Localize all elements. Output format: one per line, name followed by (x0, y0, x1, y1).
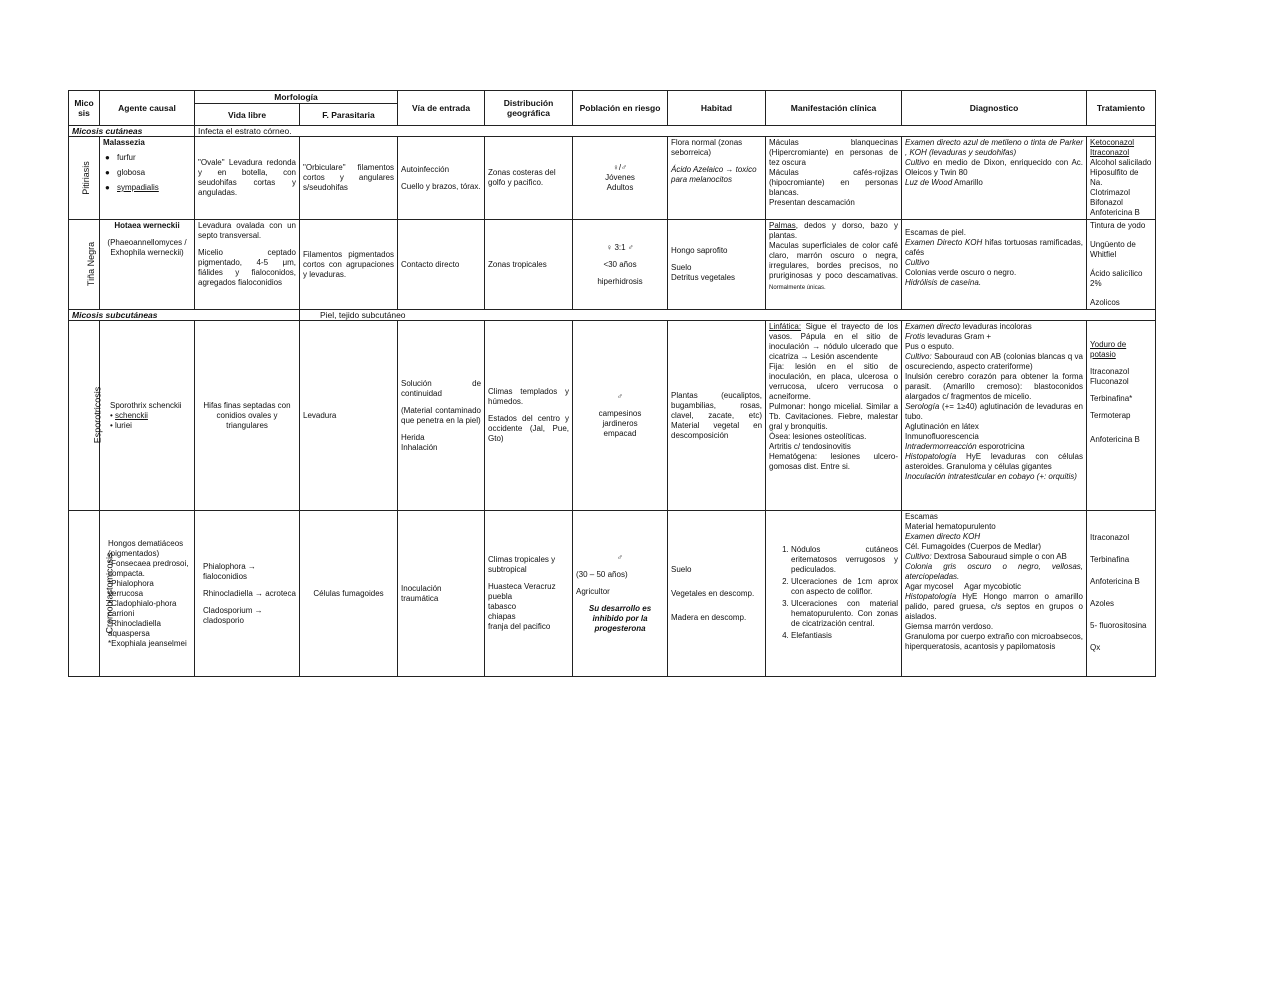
cromo-tratamiento (1087, 511, 1156, 677)
cromo-poblacion-2: (30 – 50 años) (576, 570, 628, 579)
pitiriasis-trat-6: Bifonazol (1090, 198, 1123, 207)
tina-poblacion-2: <30 años (603, 259, 637, 269)
pitiriasis-habitat-note: Ácido Azelaico → toxico para melanocitos (671, 165, 757, 184)
tina-diag-1: Escamas de piel. (905, 228, 966, 237)
header-poblacion: Población en riesgo (573, 91, 668, 126)
header-distribucion: Distribución geográfica (485, 91, 573, 126)
pitiriasis-poblacion (573, 137, 668, 220)
pitiriasis-name-cell (69, 137, 100, 220)
esporo-manif-4: Ósea: lesiones osteolíticas. (769, 432, 867, 441)
cromo-diag-9: Giemsa marrón verdoso. (905, 622, 994, 631)
esporo-diagnostico (902, 321, 1087, 511)
esporo-manif-3: Pulmonar: hongo micelial. Similar a Tb. Cavitaciones. Fiebre, malestar gral y bronquitis. (769, 402, 899, 431)
tina-trat-1: Tintura de yodo (1090, 221, 1146, 230)
header-micosis: Mico sis (69, 91, 100, 126)
tina-poblacion-3: hiperhidrosis (597, 276, 643, 286)
pitiriasis-agente (100, 137, 195, 220)
cromo-diag-5-label: Cultivo: (905, 552, 932, 561)
header-tratamiento: Tratamiento (1087, 91, 1156, 126)
cromo-distribucion-3: tabasco (488, 602, 517, 611)
header-f-parasitaria: F. Parasitaria (300, 104, 398, 126)
pitiriasis-via (398, 137, 485, 220)
cromo-trat-3: Anfotericina B (1090, 577, 1140, 586)
header-diagnostico: Diagnostico (902, 91, 1087, 126)
tina-habitat-1: Hongo saprofito (671, 246, 728, 255)
esporo-diag-1-label: Examen directo (905, 322, 961, 331)
esporo-poblacion (573, 321, 668, 511)
esporo-diag-2-label: Frotis (905, 332, 926, 341)
cromo-agente-4: *Cladophialo-phora carrioni (108, 598, 177, 618)
esporo-trat-1: Itraconazol (1090, 367, 1130, 376)
esporo-via-4: Inhalación (401, 442, 438, 452)
pitiriasis-habitat (668, 137, 766, 220)
cromo-manif-4: 4. Elefantiasis (791, 631, 898, 641)
esporo-diag-3: Pus o esputo. (905, 342, 954, 351)
pitiriasis-poblacion-3: Adultos (606, 183, 634, 192)
esporo-poblacion-1: ♂ (617, 392, 624, 401)
pitiriasis-especie-2: ● globosa (103, 168, 191, 178)
esporo-trat-5: Anfotericina B (1090, 435, 1140, 444)
cromo-distribucion-2: Huasteca Veracruz puebla (488, 582, 556, 601)
pitiriasis-poblacion-2: Jóvenes (605, 173, 635, 182)
cromo-vida-libre-3: Cladosporium → cladosporio (203, 605, 263, 625)
tina-agente-title: Hotaea werneckii (114, 221, 180, 230)
cromo-agente-1: Hongos dematiáceos (pigmentados) (108, 538, 184, 558)
cromo-via: Inoculación traumática (398, 511, 485, 677)
esporo-habitat: Plantas (eucaliptos, bugambilias, rosas, clavel, zacate, etc) Material vegetal en descomposición (668, 321, 766, 511)
esporo-especie-2: luriei (115, 420, 132, 430)
cromo-habitat-2: Vegetales en descomp. (671, 588, 755, 598)
cromo-vida-libre-1: Phialophora → fialoconidios (203, 561, 256, 581)
cromo-name: Cromoblastomicosis (104, 552, 115, 634)
pitiriasis-manif-2: Máculas cafés-rojizas (hipocromiante) en personas blancas. (769, 168, 899, 197)
pitiriasis-diagnostico (902, 137, 1087, 220)
cromo-poblacion-1: ♂ (617, 553, 624, 562)
cromo-diag-8: HyE Hongo marron o amarillo palido, pared gruesa, c/s septos en grupos o aislados. (905, 592, 1084, 621)
cromo-diag-7: Agar mycosel Agar mycobiotic (905, 582, 1022, 591)
cromo-distribucion-1: Climas tropicales y subtropical (488, 555, 556, 574)
esporo-poblacion-4: empacad (603, 429, 637, 438)
esporo-vida-libre: Hifas finas septadas con conidios ovales y triangulares (195, 321, 300, 511)
row-pitiriasis (69, 137, 1156, 220)
esporo-diag-9-label: Intradermorreacción (905, 442, 977, 451)
tina-diag-2: hifas tortuosas ramificadas, cafés (905, 238, 1084, 257)
esporo-via-3: Herida (401, 432, 425, 442)
cromo-agente-2: *Fonsecaea predrosoi, compacta. (108, 558, 189, 578)
tina-poblacion-1: ♀ 3:1 ♂ (606, 242, 634, 252)
esporo-diag-5: Inulsión cerebro corazón para obtener la forma parasit. (Amarillo cremoso): blastoconidos alargados c/ fragmentos de micelio. (905, 372, 1084, 401)
pitiriasis-trat-1: Ketoconazol (1090, 138, 1135, 147)
cromo-manifestacion (766, 511, 902, 677)
cromo-poblacion-note: Su desarrollo es inhibido por la progesterona (588, 604, 652, 633)
tina-tratamiento (1087, 220, 1156, 310)
header-agente: Agente causal (100, 91, 195, 126)
cromo-diagnostico (902, 511, 1087, 677)
cromo-agente-6: *Exophiala jeanselmei (108, 638, 187, 648)
tina-poblacion (573, 220, 668, 310)
cromo-diag-4: Cél. Fumagoides (Cuerpos de Medlar) (905, 542, 1042, 551)
pitiriasis-diag-2: en medio de Dixon, enriquecido con Ac. Oleicos y Twin 80 (905, 158, 1084, 177)
pitiriasis-distribucion: Zonas costeras del golfo y pacifico. (485, 137, 573, 220)
esporo-manif-5: Artritis c/ tendosinovitis (769, 442, 851, 451)
row-cromoblastomicosis (69, 511, 1156, 677)
pitiriasis-diag-3: Amarillo (952, 178, 983, 187)
esporo-poblacion-3: jardineros (602, 419, 638, 428)
pitiriasis-via-1: Autoinfección (401, 164, 450, 174)
cromo-vida-libre-2: Rhinocladiella → acroteca (203, 588, 296, 598)
tina-name: Tiña Negra (86, 241, 97, 287)
tina-trat-2: Ungüento de Whitfiel (1090, 240, 1136, 259)
cromo-manif-2: 2. Ulceraciones de 1cm aprox con aspecto de coliflor. (791, 577, 898, 597)
cromo-vida-libre (195, 511, 300, 677)
section-row-subcutaneas (69, 310, 1156, 321)
pitiriasis-trat-2: Itraconazol (1090, 148, 1130, 157)
esporo-tratamiento (1087, 321, 1156, 511)
tina-trat-4: Azolicos (1090, 298, 1120, 307)
tina-f-parasitaria: Filamentos pigmentados cortos con agrupaciones y levaduras. (300, 220, 398, 310)
micosis-table (68, 90, 1156, 677)
esporo-via-1: Solución de continuidad (401, 378, 482, 398)
cromo-habitat-1: Suelo (671, 564, 692, 574)
esporo-poblacion-2: campesinos (598, 409, 642, 418)
pitiriasis-especie-1: ● furfur (103, 153, 191, 163)
esporo-diag-6-label: Serología (905, 402, 940, 411)
header-row-1 (69, 91, 1156, 104)
esporo-manif-label: Linfática: (769, 322, 802, 331)
tina-diag-3: Cultivo (905, 258, 930, 267)
pitiriasis-manif-3: Presentan descamación (769, 198, 855, 207)
cromo-manif-3: 3. Ulceraciones con material hematopurulento. Con zonas de cicatrización central. (791, 599, 898, 629)
pitiriasis-via-2: Cuello y brazos, tórax. (401, 181, 481, 191)
tina-name-cell (69, 220, 100, 310)
cromo-manif-1: 1. Nódulos cutáneos eritematosos verrugosos y pediculados. (791, 545, 898, 575)
esporo-agente: Sporothrix schenckii • schenckii • luriei (100, 321, 195, 511)
esporo-manif-6: Hematógena: lesiones ulcero-gomosas dist. Entre si. (769, 452, 899, 471)
section-row-cutaneas (69, 126, 1156, 137)
document-page (68, 90, 1155, 677)
tina-manif-1: , dedos y dorso, bazo y plantas. (769, 221, 899, 240)
section-desc-cutaneas: Infecta el estrato córneo. (195, 126, 1156, 137)
esporo-via-2: (Material contaminado que penetra en la piel) (401, 405, 482, 425)
pitiriasis-trat-7: Anfotericina B (1090, 208, 1140, 217)
tina-vida-libre-1: Levadura ovalada con un septo transversal. (198, 221, 296, 240)
tina-distribucion: Zonas tropicales (485, 220, 573, 310)
tina-vida-libre (195, 220, 300, 310)
header-vida-libre: Vida libre (195, 104, 300, 126)
esporo-diag-9: esporotricina (976, 442, 1025, 451)
esporo-trat-label: Yoduro de potasio (1090, 340, 1127, 359)
esporo-trat-3: Terbinafina* (1090, 394, 1133, 403)
pitiriasis-manif-1: Máculas blanquecinas (Hipercromiante) en personas de tez oscura (769, 138, 899, 167)
pitiriasis-f-parasitaria: "Orbiculare" filamentos cortos y angulares s/seudohifas (300, 137, 398, 220)
cromo-diag-1: Escamas (905, 512, 938, 521)
cromo-f-parasitaria: Células fumagoides (300, 511, 398, 677)
section-label-cutaneas: Micosis cutáneas (69, 126, 195, 137)
esporo-manifestacion (766, 321, 902, 511)
esporo-agente-title: Sporothrix schenckii (110, 400, 182, 410)
cromo-agente-3: *Phialophora verrucosa (108, 578, 154, 598)
pitiriasis-especie-3: ● sympadialis (103, 183, 191, 193)
cromo-trat-5: 5- fluorositosina (1090, 621, 1147, 630)
cromo-diag-6: Colonia gris oscuro o negro, vellosas, aterciopeladas. (905, 562, 1084, 581)
cromo-poblacion (573, 511, 668, 677)
esporo-diag-1: levaduras incoloras (960, 322, 1032, 331)
tina-habitat-3: Detritus vegetales (671, 273, 736, 282)
esporo-manif-1: Sigue el trayecto de los vasos. Pápula en el sitio de inoculación → nódulo ulcerado que cicatriza → Lesión ascendente (769, 322, 899, 361)
cromo-distribucion-4: chiapas (488, 612, 516, 621)
row-tina-negra (69, 220, 1156, 310)
pitiriasis-agente-title: Malassezia (103, 138, 145, 147)
cromo-poblacion-3: Agricultor (576, 587, 610, 596)
pitiriasis-tratamiento (1087, 137, 1156, 220)
tina-diag-4: Colonias verde oscuro o negro. (905, 268, 1017, 277)
esporo-diag-7: Aglutinación en látex (905, 422, 979, 431)
cromo-habitat-3: Madera en descomp. (671, 612, 747, 622)
tina-trat-3: Ácido salicílico 2% (1090, 269, 1143, 288)
esporo-diag-6: (+= 1≥40) aglutinación de levaduras en tubo. (905, 402, 1084, 421)
cromo-trat-1: Itraconazol (1090, 533, 1130, 542)
cromo-diag-3: Examen directo KOH (905, 532, 981, 541)
esporo-diag-8: Inmunofluorescencia (905, 432, 979, 441)
esporo-name-cell (69, 321, 103, 511)
cromo-agente-5: *Rhinocladiella aquaspersa (108, 618, 161, 638)
cromo-diag-5: Dextrosa Sabouraud simple o con AB (931, 552, 1067, 561)
esporo-via (398, 321, 485, 511)
esporo-diag-4: Sabouraud con AB (colonias blancas q va oscureciendo, aspecto crateriforme) (905, 352, 1084, 371)
pitiriasis-name: Pitiriasis (80, 160, 91, 195)
cromo-distribucion (485, 511, 573, 677)
tina-diag-2-label: Examen Directo KOH (905, 238, 983, 247)
row-esporotricosis (69, 321, 1156, 511)
pitiriasis-trat-4: Hiposulfito de Na. (1090, 168, 1139, 187)
pitiriasis-trat-5: Clotrimazol (1090, 188, 1131, 197)
esporo-manif-2: Fija: lesión en el sitio de inoculación, en placa, ulcerosa o verrucosa, ulcero verrucosa o acneiforme. (769, 362, 899, 401)
tina-vida-libre-2: Micelio ceptado pigmentado, 4-5 μm, fiálides y fialoconidos, agregados fialoconidios (198, 248, 296, 287)
tina-manif-2: Maculas superficiales de color café claro, marrón oscuro o negra, irregulares, bordes precisos, no pruriginosas y poco descamativas. (769, 241, 899, 280)
esporo-diag-4-label: Cultivo: (905, 352, 932, 361)
esporo-diag-10-label: Histopatología (905, 452, 957, 461)
tina-diagnostico (902, 220, 1087, 310)
esporo-name: Esporotricosis (92, 386, 103, 444)
esporo-trat-4: Termoterap (1090, 411, 1131, 420)
cromo-distribucion-5: franja del pacifico (488, 622, 551, 631)
header-manifestacion: Manifestación clínica (766, 91, 902, 126)
pitiriasis-trat-3: Alcohol salicilado (1090, 158, 1152, 167)
pitiriasis-diag-2-label: Cultivo (905, 158, 930, 167)
pitiriasis-poblacion-1: ♀/♂ (612, 163, 628, 172)
tina-agente (100, 220, 195, 310)
tina-manif-label: Palmas (769, 221, 796, 230)
cromo-trat-4: Azoles (1090, 599, 1115, 608)
cromo-diag-10: Granuloma por cuerpo extraño con microabsecos, hiperqueratosis, acantosis y papilomatosis (905, 632, 1084, 651)
esporo-diag-2: levaduras Gram + (925, 332, 992, 341)
header-morfologia: Morfología (195, 91, 398, 104)
cromo-trat-6: Qx (1090, 643, 1101, 652)
esporo-diag-10: HyE levaduras con células asteroides. Granuloma y células gigantes (905, 452, 1084, 471)
esporo-diag-11: Inoculación intratesticular en cobayo (+: orquitis) (905, 472, 1077, 481)
header-habitat: Habitad (668, 91, 766, 126)
pitiriasis-manifestacion (766, 137, 902, 220)
pitiriasis-diag-1: Examen directo azul de metileno o tinta de Parker , KOH (levaduras y seudohifas) (905, 138, 1084, 157)
esporo-especie-1: schenckii (115, 410, 148, 420)
pitiriasis-habitat-text: Flora normal (zonas seborreica) (671, 138, 743, 157)
esporo-distribucion-1: Climas templados y húmedos. (488, 387, 570, 406)
section-desc-subcutaneas: Piel, tejido subcutáneo (300, 310, 1156, 321)
esporo-distribucion-2: Estados del centro y occidente (Jal, Pue, Gto) (488, 414, 570, 443)
section-label-subcutaneas: Micosis subcutáneas (69, 310, 300, 321)
cromo-name-cell (69, 511, 115, 677)
tina-habitat-2: Suelo (671, 263, 692, 272)
tina-manif-small: Normalmente únicas. (769, 285, 826, 291)
tina-manifestacion (766, 220, 902, 310)
esporo-distribucion (485, 321, 573, 511)
header-via: Vía de entrada (398, 91, 485, 126)
tina-diag-5: Hidrólisis de caseína. (905, 278, 982, 287)
tina-habitat (668, 220, 766, 310)
cromo-trat-2: Terbinafina (1090, 555, 1130, 564)
cromo-diag-2: Material hematopurulento (905, 522, 996, 531)
cromo-diag-8-label: Histopatología (905, 592, 957, 601)
tina-agente-sub: (Phaeoannellomyces / Exhophila werneckii) (107, 238, 187, 257)
esporo-f-parasitaria: Levadura (300, 321, 398, 511)
pitiriasis-diag-3-label: Luz de Wood (905, 178, 953, 187)
esporo-trat-2: Fluconazol (1090, 377, 1129, 386)
pitiriasis-vida-libre: "Ovale" Levadura redonda y en botella, con seudohifas cortas y anguladas. (195, 137, 300, 220)
tina-via: Contacto directo (398, 220, 485, 310)
cromo-habitat (668, 511, 766, 677)
